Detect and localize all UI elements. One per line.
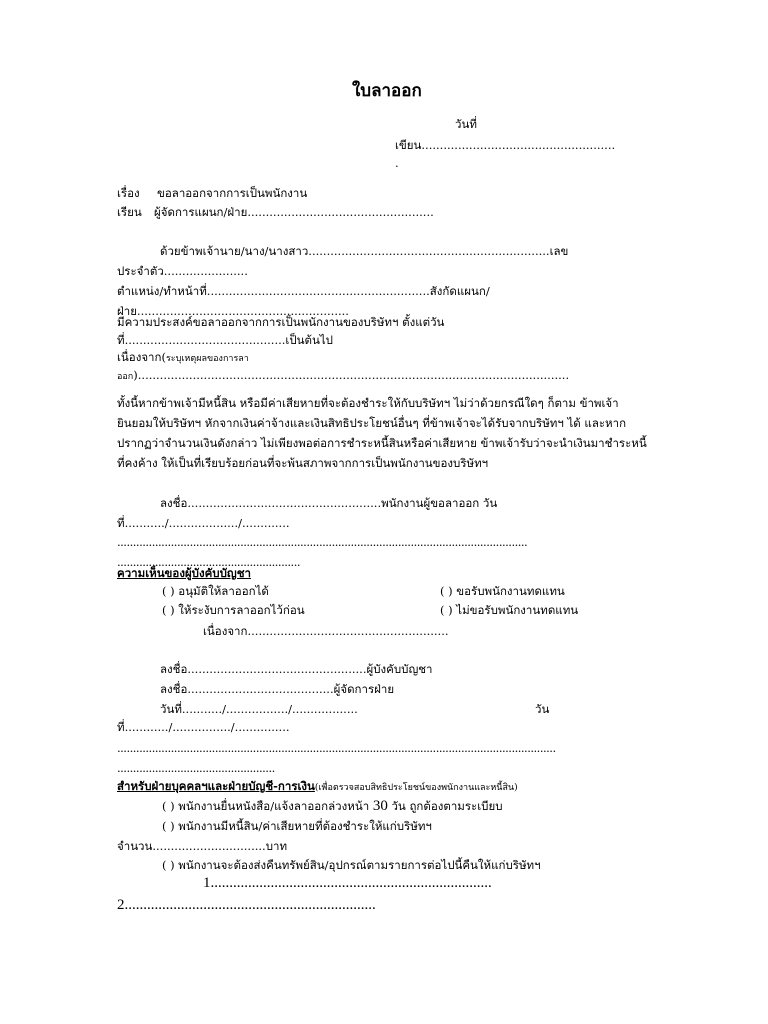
subject-label: เรื่อง [117,186,140,200]
hr-item-return-assets: ( ) พนักงานจะต้องส่งคืนทรัพย์สิน/อุปกรณ์ตามรายการต่อไปนี้คืนให้แก่บริษัทฯ [162,858,541,872]
hr-item-debt: ( ) พนักงานมีหนี้สิน/ค่าเสียหายที่ต้องชำระให้แก่บริษัทฯ [162,819,432,833]
hr-item-notice-end: วัน ถูกต้องตามระเบียบ [391,799,503,813]
asset-list-item-1: 1........................................................................... [203,875,492,891]
separator-line-2a: ........................................................................................................................................... [117,741,556,755]
separator-line-1a: .................................................................................................................................. [117,535,528,549]
body-line-9: ทั้งนี้หากข้าพเจ้ามีหนี้สิน หรือมีค่าเสียหายที่จะต้องชำระให้กับบริษัทฯ ไม่ว่าด้วยกรณีใดๆ ก็ตาม ข้าพเจ้า [117,396,619,410]
supervisor-reason-line: เนื่องจาก....................................................... [203,624,449,638]
body-line-2: ประจำตัว....................... [117,264,248,278]
written-at-line: เขียน..................................................... [395,138,616,152]
supervisor-signature: ลงชื่อ.................................................ผู้บังคับบัญชา [160,662,433,676]
supervisor-date-line: วันที่.........../................./.................. [160,702,358,716]
option-suspend: ( ) ให้ระงับการลาออกไว้ก่อน [162,603,305,617]
hr-debt-amount: จำนวน...............................บาท [117,839,288,853]
hr-section-heading: สำหรับฝ่ายบุคคลฯและฝ่ายบัญชี-การเงิน [117,779,315,793]
option-approve: ( ) อนุมัติให้ลาออกได้ [162,584,269,598]
reason-hint: ระบุเหตุผลของการลา [165,354,249,364]
body-line-4: ฝ่าย.......................................................... [117,304,349,318]
employee-signature-line: ลงชื่อ.....................................................พนักงานผู้ขอลาออก วัน [160,496,498,510]
employee-signature-date: ที่.........../.................../............. [117,516,290,530]
date-label: วันที่ [455,117,477,131]
supervisor-date-continuation: ที่............/................/............... [117,720,290,734]
body-line-8 [117,368,569,384]
written-at-continuation: . [395,156,399,170]
manager-signature: ลงชื่อ........................................ผู้จัดการฝ่าย [160,682,395,696]
reason-hint-end: ออก [117,372,134,382]
recipient-value: ผู้จัดการแผนก/ฝ่าย................................................... [154,205,434,219]
body-line-5: มีความประสงค์ขอลาออกจากการเป็นพนักงานของบริษัทฯ ตั้งแต่วัน [117,315,445,329]
separator-line-2b: .................................................. [117,761,275,775]
separator-line-1b: .......................................................... [117,555,301,569]
reason-blank: )...................................................................................................................... [133,368,570,382]
supervisor-section-heading: ความเห็นของผู้บังคับบัญชา [117,566,251,580]
reason-label: เนื่องจาก( [117,350,166,364]
hr-section-note: (เพื่อตรวจสอบสิทธิประโยชน์ของพนักงานและหนี้สิน) [314,783,518,793]
hr-item-notice-text: ( ) พนักงานยื่นหนังสือ/แจ้งลาออกล่วงหน้า [162,799,370,813]
option-no-replacement: ( ) ไม่ขอรับพนักงานทดแทน [440,603,579,617]
body-line-3: ตำแหน่ง/ทำหน้าที่.............................................................สังกัดแผนก/ [117,284,490,298]
hr-item-notice [162,799,503,813]
body-line-6: ที่............................................เป็นต้นไป [117,333,333,347]
hr-item-notice-days: 30 [372,798,388,814]
body-line-10: ยินยอมให้บริษัทฯ หักจากเงินค่าจ้างและเงินสิทธิประโยชน์อื่นๆ ที่ข้าพเจ้าจะได้รับจากบริษัทฯ ได้ และหาก [117,416,627,430]
recipient-label: เรียน [117,205,142,219]
subject-value: ขอลาออกจากการเป็นพนักงาน [157,186,308,200]
body-line-7 [117,350,249,366]
body-line-1: ด้วยข้าพเจ้านาย/นาง/นางสาว..................................................................เลข [160,244,569,258]
supervisor-date-day-label: วัน [535,702,550,716]
page-title: ใบลาออก [352,81,422,101]
hr-section-heading-line [117,779,518,795]
option-request-replacement: ( ) ขอรับพนักงานทดแทน [440,584,565,598]
body-line-11: ปรากฏว่าจำนวนเงินดังกล่าว ไม่เพียงพอต่อการชำระหนี้สินหรือค่าเสียหาย ข้าพเจ้ารับว่าจะนำเงินมาชำระหนี้ [117,436,647,450]
asset-list-item-2: 2................................................................... [117,897,376,913]
body-line-12: ที่คงค้าง ให้เป็นที่เรียบร้อยก่อนที่จะพ้นสภาพจากการเป็นพนักงานของบริษัทฯ [117,456,489,470]
